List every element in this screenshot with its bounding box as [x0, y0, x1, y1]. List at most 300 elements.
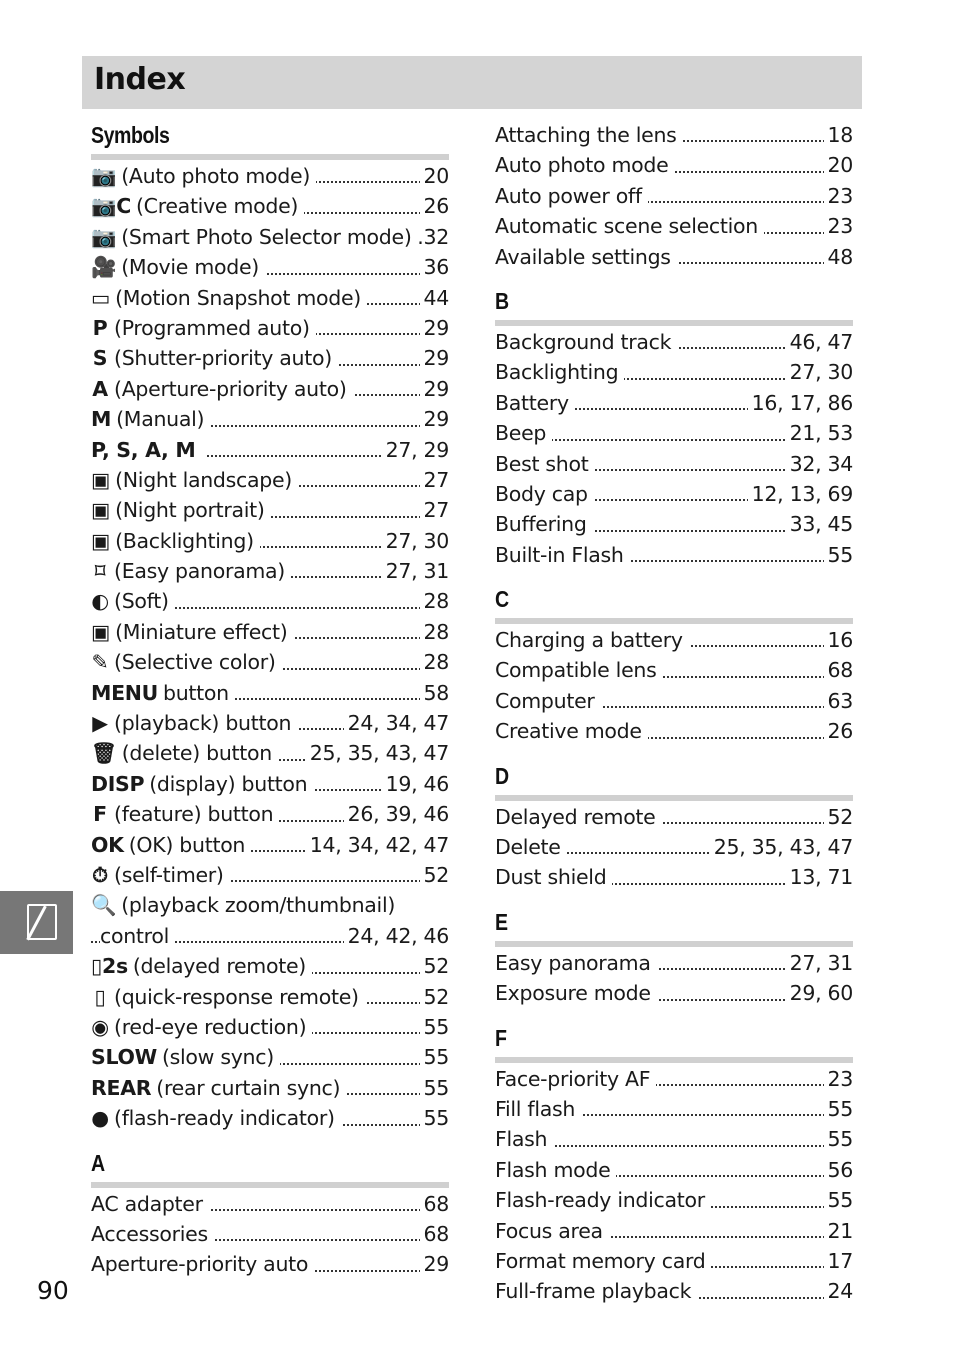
- entry-term: [495, 509, 593, 539]
- index-entry: [91, 191, 449, 221]
- entry-label: Battery: [495, 390, 569, 415]
- entry-page-numbers: 56: [824, 1155, 854, 1185]
- entry-page-numbers: 26: [824, 716, 854, 746]
- entry-term: [495, 388, 575, 418]
- entry-term: [91, 161, 316, 191]
- entry-label: Auto power off: [495, 183, 642, 208]
- entry-term: [91, 708, 297, 738]
- entry-page-numbers: 28: [420, 647, 450, 677]
- entry-label: (playback zoom/thumbnail): [121, 893, 396, 918]
- entry-term: [91, 495, 271, 525]
- entry-page-numbers: 63: [824, 686, 854, 716]
- entry-page-numbers: 21: [824, 1216, 854, 1246]
- index-entry: [91, 708, 449, 738]
- entry-label: control: [100, 923, 169, 948]
- index-entry: [91, 526, 449, 556]
- entry-symbol-icon: MENU: [91, 680, 159, 705]
- entry-page-numbers: 23: [824, 1064, 854, 1094]
- index-entry-list: [91, 1189, 449, 1280]
- index-section-e: [495, 907, 853, 1009]
- entry-term: [495, 1246, 711, 1276]
- section-divider: [91, 1182, 449, 1188]
- section-divider: [495, 618, 853, 624]
- entry-term: [91, 526, 260, 556]
- index-entry: [495, 655, 853, 685]
- entry-page-numbers: 29: [420, 374, 450, 404]
- entry-term: [495, 1216, 609, 1246]
- entry-label: (flash-ready indicator): [114, 1106, 335, 1131]
- entry-label: Face-priority AF: [495, 1066, 651, 1091]
- entry-term: [495, 357, 624, 387]
- entry-label: Delayed remote: [495, 804, 656, 829]
- index-entry: [495, 862, 853, 892]
- section-divider: [495, 320, 853, 326]
- entry-term: [91, 1249, 314, 1279]
- entry-page-numbers: 55: [420, 1012, 450, 1042]
- entry-term: [91, 738, 278, 768]
- entry-term: [91, 860, 230, 890]
- entry-page-numbers: 29, 60: [786, 978, 853, 1008]
- index-section-d: [495, 761, 853, 893]
- entry-label: Background track: [495, 329, 672, 354]
- entry-label: (Creative mode): [135, 194, 299, 219]
- index-entry: [91, 222, 449, 252]
- entry-page-numbers: 48: [824, 242, 854, 272]
- entry-page-numbers: 24, 42, 46: [344, 921, 449, 951]
- entry-label: Format memory card: [495, 1248, 706, 1273]
- entry-page-numbers: 68: [824, 655, 854, 685]
- index-entry-list: [495, 948, 853, 1009]
- entry-term: [91, 313, 316, 343]
- entry-symbol-icon: M: [91, 407, 112, 432]
- entry-term: [495, 418, 552, 448]
- entry-page-numbers: 14, 34, 42, 47: [306, 830, 449, 860]
- section-heading: Symbols: [91, 122, 170, 148]
- index-entry: [91, 951, 449, 981]
- entry-symbol-icon: ▯2s: [91, 954, 128, 979]
- entry-symbol-icon: F: [93, 802, 107, 827]
- entry-term: [91, 1012, 312, 1042]
- entry-symbol-icon: ✎: [91, 650, 109, 675]
- entry-page-numbers: 25, 35, 43, 47: [710, 832, 853, 862]
- index-entry: [495, 978, 853, 1008]
- entry-page-numbers: 20: [824, 150, 854, 180]
- section-heading: C: [495, 586, 509, 613]
- entry-page-numbers: 29: [420, 313, 450, 343]
- index-entry: [495, 327, 853, 357]
- index-entry: [495, 832, 853, 862]
- page-number: 90: [37, 1276, 69, 1305]
- entry-page-numbers: 26: [420, 191, 450, 221]
- index-entry: [91, 465, 449, 495]
- entry-term: [495, 655, 662, 685]
- entry-symbol-icon: ◉: [91, 1014, 109, 1039]
- page-title: Index: [94, 62, 186, 97]
- index-entry-list: [495, 120, 853, 272]
- index-entry-list: [91, 161, 449, 1134]
- entry-term: [495, 540, 630, 570]
- entry-term: [91, 982, 365, 1012]
- index-entry: [91, 890, 449, 920]
- index-section-a-continued: [495, 120, 853, 272]
- entry-label: (Night portrait): [115, 498, 265, 523]
- entry-term: [100, 921, 175, 951]
- entry-label: (quick-response remote): [114, 984, 359, 1009]
- index-entry: [91, 1189, 449, 1219]
- index-entry: [495, 1246, 853, 1276]
- index-entry: [91, 435, 449, 465]
- entry-page-numbers: 32, 34: [786, 449, 853, 479]
- index-entry: [91, 830, 449, 860]
- index-entry: [495, 1155, 853, 1185]
- index-entry: [91, 1042, 449, 1072]
- index-entry-list: [495, 802, 853, 893]
- index-entry: [495, 211, 853, 241]
- index-entry: [91, 252, 449, 282]
- entry-page-numbers: 16, 17, 86: [748, 388, 853, 418]
- entry-term: [495, 1185, 711, 1215]
- entry-term: [91, 799, 279, 829]
- entry-label: (delete) button: [121, 741, 272, 766]
- index-entry: [495, 509, 853, 539]
- entry-term: [91, 678, 235, 708]
- entry-symbol-icon: OK: [91, 832, 124, 857]
- entry-symbol-icon: A: [92, 376, 108, 401]
- entry-symbol-icon: ●: [91, 1106, 109, 1131]
- index-entry: [495, 716, 853, 746]
- entry-page-numbers: 13, 71: [786, 862, 853, 892]
- entry-page-numbers: 52: [420, 951, 450, 981]
- index-entry: [495, 1185, 853, 1215]
- entry-label: Best shot: [495, 451, 589, 476]
- entry-term: [495, 242, 677, 272]
- index-entry: [91, 1012, 449, 1042]
- entry-page-numbers: 55: [420, 1073, 450, 1103]
- entry-label: (delayed remote): [132, 954, 306, 979]
- entry-page-numbers: 29: [420, 343, 450, 373]
- entry-label: Charging a battery: [495, 628, 683, 653]
- index-entry: [91, 982, 449, 1012]
- entry-term: [495, 948, 657, 978]
- entry-term: [495, 1155, 616, 1185]
- entry-label: Beep: [495, 421, 547, 446]
- entry-symbol-icon: ▯: [94, 984, 106, 1009]
- entry-page-numbers: 55: [420, 1103, 450, 1133]
- index-entry: [495, 449, 853, 479]
- entry-label: Available settings: [495, 244, 671, 269]
- entry-label: (Motion Snapshot mode): [115, 285, 361, 310]
- index-entry: [495, 1276, 853, 1306]
- index-section-f: [495, 1023, 853, 1307]
- entry-page-numbers: 68: [420, 1219, 450, 1249]
- entry-page-numbers: 19, 46: [382, 769, 449, 799]
- entry-term: [495, 802, 661, 832]
- index-entry: [495, 625, 853, 655]
- entry-label: Body cap: [495, 481, 588, 506]
- entry-label: (Smart Photo Selector mode): [121, 224, 412, 249]
- entry-page-numbers: 28: [420, 586, 450, 616]
- entry-term: [91, 556, 291, 586]
- entry-term: [495, 479, 594, 509]
- entry-label: Delete: [495, 835, 561, 860]
- entry-label: (Movie mode): [121, 255, 259, 280]
- index-entry: [495, 120, 853, 150]
- index-entry: [91, 647, 449, 677]
- entry-symbol-icon: 🎥: [91, 255, 117, 280]
- entry-page-numbers: 29: [420, 404, 450, 434]
- entry-label: Flash mode: [495, 1157, 611, 1182]
- index-entry: [495, 479, 853, 509]
- entry-page-numbers: 27: [420, 495, 450, 525]
- entry-page-numbers: 27, 30: [382, 526, 449, 556]
- entry-page-numbers: 21, 53: [786, 418, 853, 448]
- entry-page-numbers: 26, 39, 46: [344, 799, 449, 829]
- entry-symbol-icon: 🗑: [91, 741, 117, 766]
- entry-term: [91, 830, 251, 860]
- index-entry-list: [495, 327, 853, 570]
- entry-label: AC adapter: [91, 1191, 203, 1216]
- entry-page-numbers: 28: [420, 617, 450, 647]
- entry-symbol-icon: P, S, A, M: [91, 437, 196, 462]
- entry-page-numbers: 52: [420, 982, 450, 1012]
- entry-symbol-icon: ▣: [91, 528, 111, 553]
- entry-symbol-icon: REAR: [91, 1075, 152, 1100]
- entry-label: Attaching the lens: [495, 123, 677, 147]
- index-entry: [495, 802, 853, 832]
- entry-term: [91, 465, 298, 495]
- entry-label: Exposure mode: [495, 981, 651, 1006]
- entry-page-numbers: 68: [420, 1189, 450, 1219]
- entry-page-numbers: 17: [824, 1246, 854, 1276]
- entry-symbol-icon: ◐: [91, 589, 109, 614]
- index-entry-list: [495, 1064, 853, 1307]
- entry-label: (Manual): [116, 407, 205, 432]
- entry-term: [495, 150, 674, 180]
- entry-page-numbers: 55: [824, 1124, 854, 1154]
- entry-term: [495, 327, 677, 357]
- entry-symbol-icon: 📷C: [91, 194, 131, 219]
- entry-term: [495, 686, 601, 716]
- index-entry: [495, 1216, 853, 1246]
- entry-page-numbers: 52: [420, 860, 450, 890]
- entry-term: [495, 978, 657, 1008]
- entry-label: (feature) button: [114, 802, 274, 827]
- section-heading: F: [495, 1024, 507, 1051]
- entry-symbol-icon: ▶: [92, 711, 108, 736]
- entry-term: [91, 1073, 346, 1103]
- entry-label: Dust shield: [495, 865, 607, 890]
- entry-page-numbers: 36: [420, 252, 450, 282]
- index-entry: [91, 313, 449, 343]
- entry-symbol-icon: ▭: [91, 285, 111, 310]
- entry-page-numbers: 29: [420, 1249, 450, 1279]
- entry-term: [495, 862, 612, 892]
- entry-page-numbers: 20: [420, 161, 450, 191]
- entry-term: [91, 374, 353, 404]
- index-entry: [495, 540, 853, 570]
- entry-page-numbers: 58: [420, 678, 450, 708]
- entry-term: [91, 951, 312, 981]
- entry-label: (self-timer): [114, 862, 224, 887]
- entry-label: (display) button: [149, 771, 308, 796]
- index-entry: [495, 357, 853, 387]
- section-heading: B: [495, 287, 509, 314]
- index-entry: [495, 181, 853, 211]
- index-entry: [91, 1073, 449, 1103]
- entry-page-numbers: 12, 13, 69: [748, 479, 853, 509]
- index-entry: [91, 404, 449, 434]
- index-entry: [495, 418, 853, 448]
- entry-term: [495, 449, 594, 479]
- entry-label: Buffering: [495, 512, 587, 537]
- entry-term: [495, 1276, 697, 1306]
- entry-page-numbers: 23: [824, 211, 854, 241]
- entry-page-numbers: 55: [824, 1094, 854, 1124]
- entry-symbol-icon: ⏱: [92, 862, 108, 887]
- entry-term: [91, 191, 304, 221]
- entry-term: [495, 625, 689, 655]
- section-heading: D: [495, 762, 509, 789]
- index-entry: [91, 799, 449, 829]
- section-heading: E: [495, 908, 508, 935]
- entry-page-numbers: 33, 45: [786, 509, 853, 539]
- entry-page-numbers: 27, 31: [382, 556, 449, 586]
- index-section-c: [495, 584, 853, 747]
- entry-term: [495, 1064, 656, 1094]
- entry-page-numbers: 52: [824, 802, 854, 832]
- index-entry: [495, 242, 853, 272]
- entry-page-numbers: 46, 47: [786, 327, 853, 357]
- entry-page-numbers: .32: [413, 222, 449, 252]
- entry-label: Built-in Flash: [495, 542, 624, 567]
- index-entry: [495, 686, 853, 716]
- entry-label: (Miniature effect): [115, 619, 288, 644]
- entry-label: (Aperture-priority auto): [114, 376, 347, 401]
- index-section-a: [91, 1148, 449, 1280]
- entry-page-numbers: 23: [824, 181, 854, 211]
- index-entry: [91, 769, 449, 799]
- entry-page-numbers: 27, 30: [786, 357, 853, 387]
- entry-label: (Selective color): [114, 650, 276, 675]
- entry-term: [495, 1124, 553, 1154]
- index-entry: [91, 343, 449, 373]
- entry-label: Auto photo mode: [495, 153, 669, 178]
- entry-page-numbers: 27: [420, 465, 450, 495]
- entry-page-numbers: 25, 35, 43, 47: [306, 738, 449, 768]
- entry-page-numbers: 44: [420, 283, 450, 313]
- index-entry: [91, 283, 449, 313]
- index-entry: [91, 374, 449, 404]
- entry-term: [91, 283, 367, 313]
- entry-label: Aperture-priority auto: [91, 1252, 309, 1277]
- entry-page-numbers: 27, 31: [786, 948, 853, 978]
- entry-label: (Easy panorama): [114, 559, 285, 584]
- entry-label: (slow sync): [161, 1045, 274, 1070]
- index-entry: [495, 388, 853, 418]
- entry-page-numbers: 18: [824, 120, 854, 150]
- entry-term: [91, 890, 401, 920]
- index-entry: [495, 1094, 853, 1124]
- index-entry: [91, 1103, 449, 1133]
- entry-symbol-icon: 🔍: [91, 893, 117, 918]
- index-entry: [495, 948, 853, 978]
- index-section-b: [495, 286, 853, 570]
- entry-label: (Programmed auto): [114, 315, 310, 340]
- entry-label: (playback) button: [114, 711, 292, 736]
- entry-symbol-icon: 📷: [91, 164, 117, 188]
- entry-page-numbers: 16: [824, 625, 854, 655]
- entry-page-numbers: 27, 29: [382, 435, 449, 465]
- entry-label: (Night landscape): [115, 467, 292, 492]
- entry-label: Accessories: [91, 1221, 208, 1246]
- entry-term: [91, 769, 313, 799]
- entry-page-numbers: 55: [824, 1185, 854, 1215]
- entry-symbol-icon: ▣: [91, 619, 111, 644]
- entry-symbol-icon: P: [92, 315, 108, 340]
- index-entry: [91, 678, 449, 708]
- entry-term: [91, 435, 206, 465]
- section-heading: A: [91, 1149, 105, 1176]
- index-entry: [495, 1064, 853, 1094]
- entry-page-numbers: 55: [824, 540, 854, 570]
- index-column-left: [91, 120, 449, 1280]
- entry-label: Easy panorama: [495, 950, 651, 975]
- index-entry: [91, 921, 449, 951]
- entry-label: (OK) button: [128, 832, 246, 857]
- entry-term: [495, 211, 764, 241]
- index-entry: [91, 617, 449, 647]
- entry-label: Focus area: [495, 1218, 603, 1243]
- index-entry-list: [495, 625, 853, 747]
- entry-label: (Auto photo mode): [121, 164, 311, 188]
- entry-label: Flash-ready indicator: [495, 1188, 705, 1213]
- index-entry: [91, 586, 449, 616]
- entry-label: (rear curtain sync): [156, 1075, 341, 1100]
- entry-label: Computer: [495, 688, 595, 713]
- entry-term: [91, 1219, 214, 1249]
- notepad-icon: [27, 904, 57, 940]
- entry-term: [91, 404, 210, 434]
- entry-label: (red-eye reduction): [114, 1014, 307, 1039]
- index-entry: [495, 150, 853, 180]
- chapter-side-tab: [0, 891, 73, 954]
- entry-symbol-icon: ▣: [91, 498, 111, 523]
- entry-term: [495, 1094, 581, 1124]
- index-entry: [91, 495, 449, 525]
- index-entry: [91, 860, 449, 890]
- entry-label: Compatible lens: [495, 658, 657, 683]
- entry-label: (Backlighting): [115, 528, 254, 553]
- entry-term: [91, 252, 265, 282]
- entry-label: (Soft): [114, 589, 169, 614]
- entry-symbol-icon: DISP: [91, 771, 145, 796]
- entry-symbol-icon: ⌑: [94, 559, 106, 584]
- section-divider: [495, 941, 853, 947]
- entry-label: Full-frame playback: [495, 1279, 692, 1304]
- entry-page-numbers: 24, 34, 47: [344, 708, 449, 738]
- entry-term: [91, 1189, 209, 1219]
- entry-symbol-icon: ▣: [91, 467, 111, 492]
- entry-label: Backlighting: [495, 360, 619, 385]
- entry-term: [91, 1042, 280, 1072]
- index-entry: [91, 1219, 449, 1249]
- index-column-right: [495, 120, 853, 1307]
- index-entry: [91, 738, 449, 768]
- entry-symbol-icon: 📷: [91, 224, 117, 249]
- entry-label: Automatic scene selection: [495, 214, 758, 239]
- entry-term: [495, 181, 648, 211]
- entry-term: [495, 120, 683, 150]
